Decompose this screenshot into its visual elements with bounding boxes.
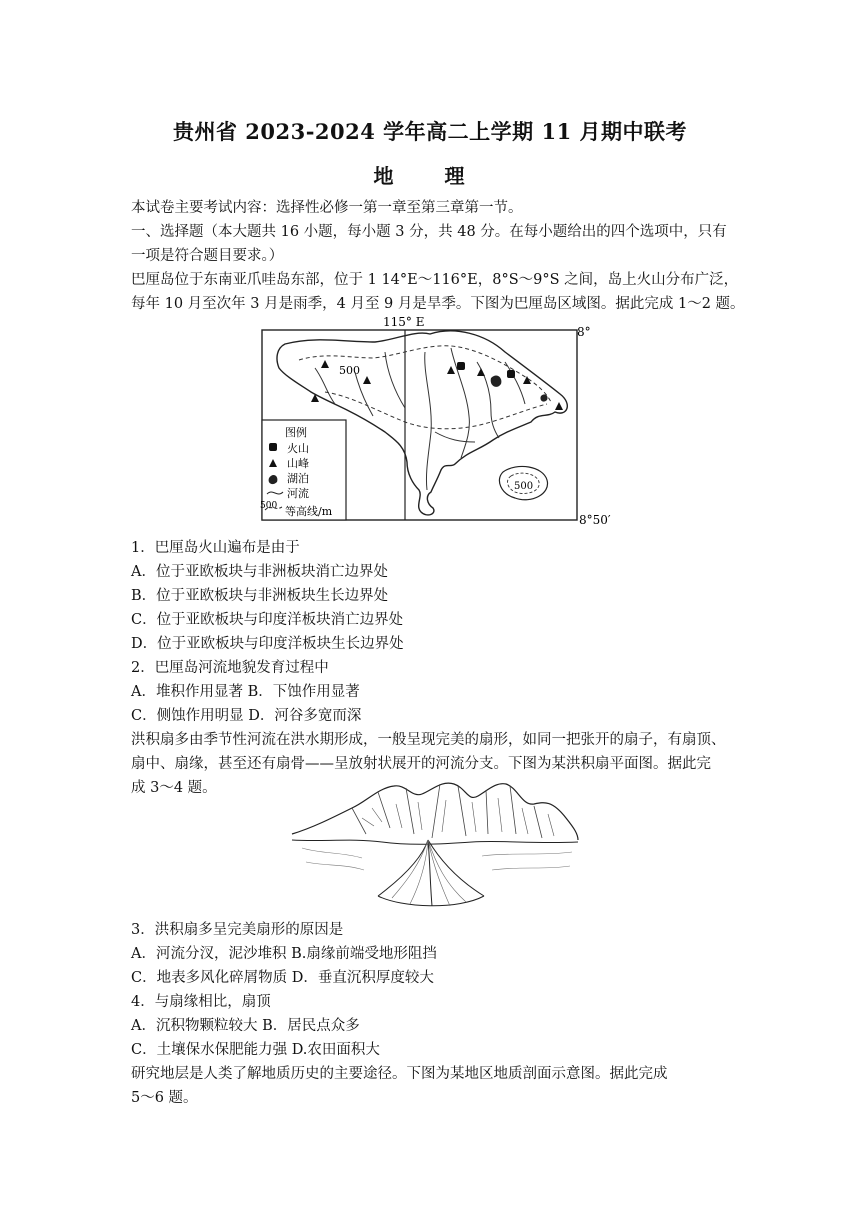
river [355, 372, 373, 416]
question-option: A．位于亚欧板块与非洲板块消亡边界处 [131, 564, 388, 580]
bali-map [255, 312, 615, 528]
volcano-marker [507, 370, 515, 378]
map-legend [260, 420, 346, 520]
peak-marker [321, 360, 329, 368]
question-option: C．土壤保水保肥能力强 D.农田面积大 [131, 1042, 380, 1058]
peak-marker [477, 368, 485, 376]
lake-marker [540, 394, 547, 401]
river [425, 352, 432, 490]
contour-line [325, 392, 547, 429]
contour-label: 500 [514, 481, 534, 492]
volcano-marker [457, 362, 465, 370]
legend-label: 火山 [287, 442, 309, 455]
question-stem: 3．洪积扇多呈完美扇形的原因是 [131, 922, 344, 938]
section-heading-cont: 一项是符合题目要求。） [131, 248, 284, 264]
question-option: C．位于亚欧板块与印度洋板块消亡边界处 [131, 612, 404, 628]
passage-fan-line: 扇中、扇缘，甚至还有扇骨——呈放射状展开的河流分支。下图为某洪积扇平面图。据此完 [131, 756, 711, 772]
question-option: D．位于亚欧板块与印度洋板块生长边界处 [131, 636, 404, 652]
question-stem: 2．巴厘岛河流地貌发育过程中 [131, 660, 329, 676]
contour-label: 500 [339, 364, 360, 377]
volcano-icon [269, 443, 277, 451]
river [505, 362, 525, 404]
legend-label: 等高线/m [285, 505, 333, 518]
passage-fan-line: 成 3～4 题。 [131, 780, 217, 796]
question-stem: 4．与扇缘相比，扇顶 [131, 994, 271, 1010]
section-heading: 一、选择题（本大题共 16 小题，每小题 3 分，共 48 分。在每小题给出的四个选项中，只有 [131, 224, 727, 240]
peak-marker [555, 402, 563, 410]
longitude-label: 115° E [383, 315, 425, 329]
passage-bali-line: 每年 10 月至次年 3 月是雨季，4 月至 9 月是旱季。下图为巴厘岛区域图。据此完成 1～2 题。 [131, 296, 745, 312]
question-option: B．位于亚欧板块与非洲板块生长边界处 [131, 588, 389, 604]
legend-label: 500 [260, 501, 278, 511]
exam-title: 贵州省 2023-2024 学年高二上学期 11 月期中联考 [172, 119, 688, 144]
passage-strata-line: 研究地层是人类了解地质历史的主要途径。下图为某地区地质剖面示意图。据此完成 [131, 1066, 668, 1082]
legend-label: 河流 [287, 487, 309, 500]
lake-marker [491, 376, 502, 387]
question-option: C．地表多风化碎屑物质 D．垂直沉积厚度较大 [131, 970, 434, 986]
question-option: A．沉积物颗粒较大 B．居民点众多 [131, 1018, 360, 1034]
question-option: A．河流分汊，泥沙堆积 B.扇缘前端受地形阻挡 [131, 946, 437, 962]
latitude-top-label: 8° [577, 325, 591, 339]
alluvial-fan-sketch [282, 778, 582, 916]
legend-title: 图例 [285, 426, 307, 439]
peak-marker [363, 376, 371, 384]
passage-bali-line: 巴厘岛位于东南亚爪哇岛东部，位于 1 14°E～116°E，8°S～9°S 之间，岛上火山分布广泛， [131, 272, 739, 288]
subject-title: 地 理 [373, 164, 487, 188]
passage-strata-line: 5～6 题。 [131, 1090, 198, 1106]
latitude-bottom-label: 8°50′ [579, 513, 611, 527]
river [385, 352, 405, 408]
question-stem: 1．巴厘岛火山遍布是由于 [131, 540, 300, 556]
exam-scope: 本试卷主要考试内容：选择性必修一第一章至第三章第一节。 [131, 200, 523, 216]
legend-label: 山峰 [287, 457, 309, 470]
question-option: C．侧蚀作用明显 D．河谷多宽而深 [131, 708, 362, 724]
peak-marker [447, 366, 455, 374]
river [315, 368, 335, 404]
legend-label: 湖泊 [287, 472, 309, 485]
river [435, 432, 475, 442]
passage-fan-line: 洪积扇多由季节性河流在洪水期形成，一般呈现完美的扇形，如同一把张开的扇子，有扇顶、 [131, 732, 726, 748]
question-option: A．堆积作用显著 B．下蚀作用显著 [131, 684, 360, 700]
